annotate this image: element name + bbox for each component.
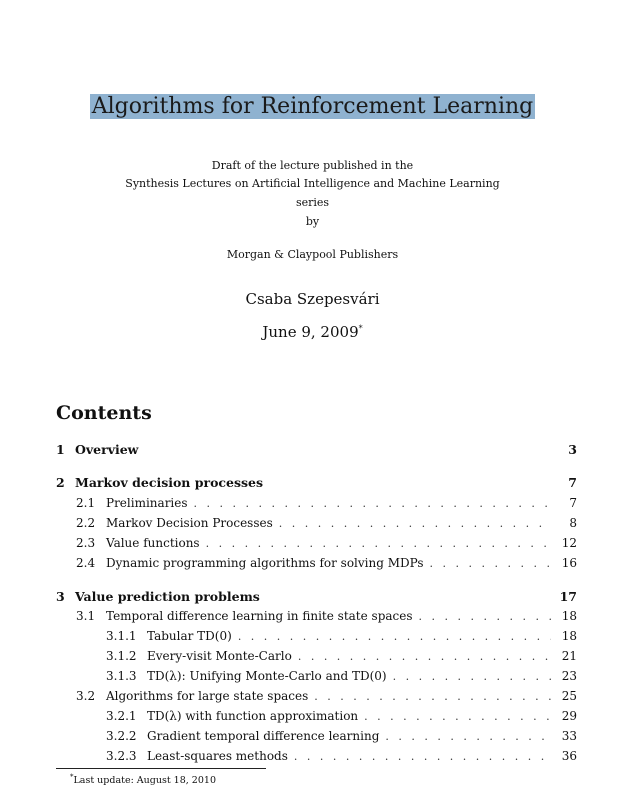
toc-entry-page-number[interactable]: 8 bbox=[569, 516, 577, 530]
toc-entry-label[interactable]: Temporal difference learning in finite state spaces bbox=[106, 609, 413, 623]
toc-entry-page-number[interactable]: 23 bbox=[561, 669, 577, 683]
toc-dot-leader bbox=[279, 517, 551, 530]
publisher: Morgan & Claypool Publishers bbox=[226, 248, 399, 261]
toc-entry-label[interactable]: Value prediction problems bbox=[75, 589, 260, 604]
toc-dot-leader bbox=[238, 630, 551, 643]
toc-entry-number: 3.2.3 bbox=[106, 749, 137, 763]
document-title-text[interactable]: Algorithms for Reinforcement Learning bbox=[91, 94, 534, 119]
toc-entry-label[interactable]: Preliminaries bbox=[106, 496, 188, 510]
toc-dot-leader bbox=[194, 497, 551, 510]
footnote bbox=[70, 773, 216, 786]
toc-entry-page-number[interactable]: 7 bbox=[568, 475, 577, 490]
toc-entry-page-number[interactable]: 18 bbox=[561, 629, 577, 643]
toc-entry-number: 3.1.1 bbox=[106, 629, 137, 643]
toc-dot-leader bbox=[430, 557, 551, 570]
toc-entry[interactable] bbox=[106, 729, 577, 747]
subtitle-line-1: Draft of the lecture published in the bbox=[211, 159, 414, 172]
publication-date bbox=[0, 323, 625, 341]
toc-entry-page-number[interactable]: 17 bbox=[559, 589, 577, 604]
toc-entry-label[interactable]: Tabular TD(0) bbox=[147, 629, 232, 643]
toc-dot-leader bbox=[206, 537, 551, 550]
toc-entry[interactable] bbox=[106, 669, 577, 687]
toc-entry[interactable] bbox=[76, 556, 577, 574]
toc-dot-leader bbox=[314, 690, 551, 703]
toc-entry-label[interactable]: Dynamic programming algorithms for solving MDPs bbox=[106, 556, 424, 570]
toc-entry-number: 1 bbox=[56, 442, 65, 457]
toc-entry[interactable] bbox=[106, 629, 577, 647]
toc-entry-label[interactable]: TD(λ): Unifying Monte-Carlo and TD(0) bbox=[147, 669, 387, 683]
toc-dot-leader bbox=[393, 670, 551, 683]
toc-entry[interactable] bbox=[106, 649, 577, 667]
toc-entry-number: 3.2 bbox=[76, 689, 96, 703]
toc-entry-number: 2 bbox=[56, 475, 65, 490]
subtitle-line-2: Synthesis Lectures on Artificial Intelligence and Machine Learning bbox=[125, 177, 500, 190]
footnote-divider bbox=[56, 768, 266, 769]
toc-entry[interactable] bbox=[56, 442, 577, 460]
toc-entry-label[interactable]: TD(λ) with function approximation bbox=[147, 709, 359, 723]
toc-entry-label[interactable]: Markov Decision Processes bbox=[106, 516, 273, 530]
toc-entry-number: 2.3 bbox=[76, 536, 96, 550]
toc-entry-page-number[interactable]: 36 bbox=[561, 749, 577, 763]
toc-entry[interactable] bbox=[76, 536, 577, 554]
toc-dot-leader bbox=[298, 650, 551, 663]
toc-entry-label[interactable]: Gradient temporal difference learning bbox=[147, 729, 380, 743]
toc-dot-leader bbox=[294, 750, 551, 763]
toc-entry[interactable] bbox=[76, 689, 577, 707]
toc-entry-label[interactable]: Algorithms for large state spaces bbox=[106, 689, 309, 703]
toc-entry-number: 2.2 bbox=[76, 516, 96, 530]
author: Csaba Szepesvári bbox=[245, 290, 380, 308]
toc-entry-page-number[interactable]: 12 bbox=[561, 536, 577, 550]
toc-entry[interactable] bbox=[56, 589, 577, 607]
toc-entry-page-number[interactable]: 7 bbox=[569, 496, 577, 510]
toc-entry-number: 3.1 bbox=[76, 609, 96, 623]
toc-dot-leader bbox=[364, 710, 551, 723]
toc-entry-number: 3.1.2 bbox=[106, 649, 137, 663]
toc-entry[interactable] bbox=[76, 496, 577, 514]
toc-entry[interactable] bbox=[76, 609, 577, 627]
toc-entry[interactable] bbox=[106, 749, 577, 767]
toc-entry-label[interactable]: Overview bbox=[75, 442, 139, 457]
toc-entry-page-number[interactable]: 16 bbox=[561, 556, 577, 570]
toc-entry-number: 3.2.1 bbox=[106, 709, 137, 723]
toc-entry-page-number[interactable]: 18 bbox=[561, 609, 577, 623]
toc-entry-page-number[interactable]: 21 bbox=[561, 649, 577, 663]
toc-entry-page-number[interactable]: 25 bbox=[561, 689, 577, 703]
toc-entry-page-number[interactable]: 29 bbox=[561, 709, 577, 723]
toc-entry-number: 3.2.2 bbox=[106, 729, 137, 743]
toc-entry[interactable] bbox=[76, 516, 577, 534]
toc-entry-label[interactable]: Markov decision processes bbox=[75, 475, 264, 490]
toc-entry[interactable] bbox=[56, 475, 577, 493]
subtitle-line-3: series bbox=[295, 196, 330, 209]
toc-entry-page-number[interactable]: 33 bbox=[561, 729, 577, 743]
document-title[interactable] bbox=[0, 94, 625, 119]
toc-entry-number: 2.4 bbox=[76, 556, 96, 570]
toc-entry-page-number[interactable]: 3 bbox=[568, 442, 577, 457]
toc-entry-number: 3 bbox=[56, 589, 65, 604]
footnote-text: Last update: August 18, 2010 bbox=[73, 775, 216, 787]
toc-entry-number: 3.1.3 bbox=[106, 669, 137, 683]
date-text: June 9, 2009 bbox=[262, 323, 359, 341]
toc-entry-number: 2.1 bbox=[76, 496, 96, 510]
toc-dot-leader bbox=[419, 610, 551, 623]
toc-entry-label[interactable]: Every-visit Monte-Carlo bbox=[147, 649, 292, 663]
footnote-mark: * bbox=[70, 773, 74, 781]
date-footnote-mark: * bbox=[358, 324, 363, 333]
contents-heading: Contents bbox=[56, 402, 152, 424]
subtitle-line-4: by bbox=[305, 215, 320, 228]
toc-dot-leader bbox=[385, 730, 551, 743]
toc-entry-label[interactable]: Least-squares methods bbox=[147, 749, 288, 763]
toc-entry[interactable] bbox=[106, 709, 577, 727]
toc-entry-label[interactable]: Value functions bbox=[106, 536, 200, 550]
